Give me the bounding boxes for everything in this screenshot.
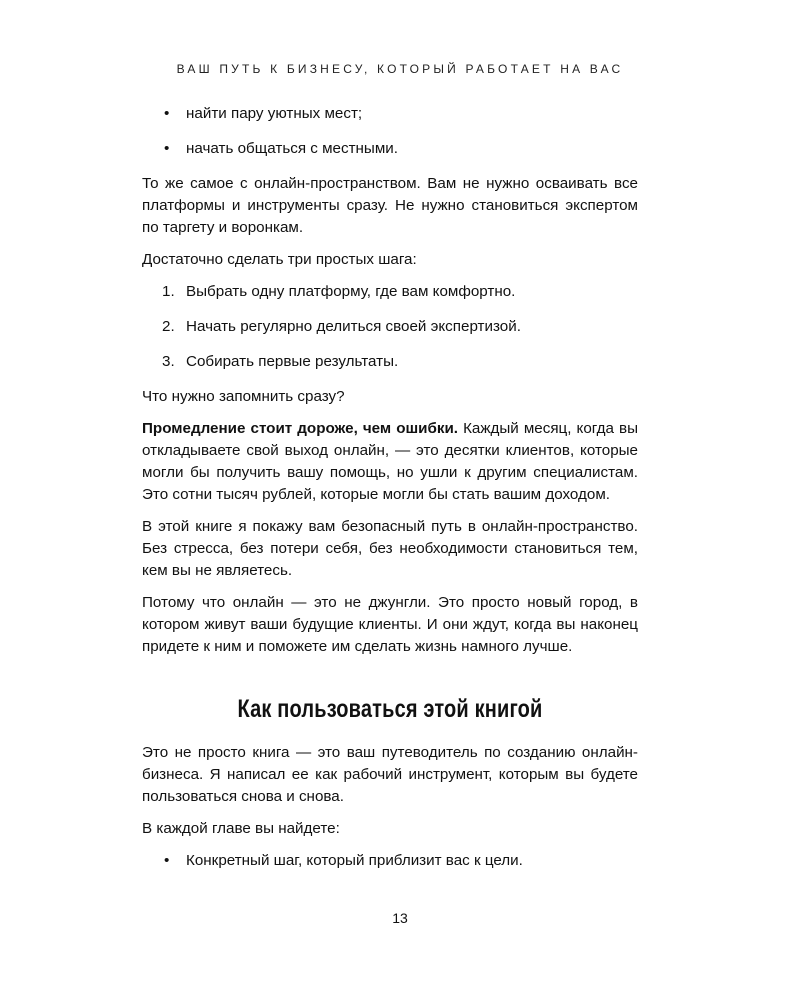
section-title: Как пользоваться этой книгой xyxy=(237,695,543,723)
paragraph-new-city: Потому что онлайн — это не джунгли. Это просто новый город, в котором живут ваши будущие клиенты. И они ждут, когда вы наконец придете к ним и поможете им сделать жизнь намного лучше. xyxy=(142,594,638,655)
paragraph-remember-question: Что нужно запомнить сразу? xyxy=(142,388,345,405)
running-head: ВАШ ПУТЬ К БИЗНЕСУ, КОТОРЫЙ РАБОТАЕТ НА ВАС xyxy=(176,62,624,76)
list-item xyxy=(142,351,638,373)
paragraph-delay-cost xyxy=(142,418,638,506)
bullet-list-bottom xyxy=(142,850,638,872)
paragraph-online-space: То же самое с онлайн-пространством. Вам не нужно осваивать все платформы и инструменты сразу. Не нужно становиться экспертом по таргету и воронкам. xyxy=(142,175,638,236)
step-number: 1. xyxy=(162,283,175,300)
paragraph-each-chapter: В каждой главе вы найдете: xyxy=(142,820,340,837)
list-item: • Конкретный шаг, который приблизит вас к цели. xyxy=(142,850,638,872)
paragraph-text: Каждый месяц, когда вы откладываете свой выход онлайн, — это десятки клиентов, которые могли бы получить вашу помощь, но ушли к другим специалистам. Это сотни тысяч рублей, которые могли бы стать вашим доходом. xyxy=(142,420,638,503)
bullet-list-top xyxy=(142,103,638,160)
step-text: Собирать первые результаты. xyxy=(186,353,399,370)
paragraph-safe-path: В этой книге я покажу вам безопасный путь в онлайн-пространство. Без стресса, без потери себя, без необходимости становиться тем, кем вы не являетесь. xyxy=(142,518,638,579)
paragraph-guide: Это не просто книга — это ваш путеводитель по созданию онлайн-бизнеса. Я написал ее как рабочий инструмент, которым вы будете пользоваться снова и снова. xyxy=(142,744,638,805)
numbered-steps-list xyxy=(142,281,638,373)
paragraph-three-steps-intro: Достаточно сделать три простых шага: xyxy=(142,251,417,268)
list-item xyxy=(142,316,638,338)
page-content xyxy=(142,103,638,885)
step-number: 3. xyxy=(162,353,175,370)
list-item: • найти пару уютных мест; xyxy=(142,103,638,125)
step-text: Начать регулярно делиться своей экспертизой. xyxy=(186,318,521,335)
emphasis-text: Промедление стоит дороже, чем ошибки. xyxy=(142,420,459,437)
list-item xyxy=(142,281,638,303)
step-number: 2. xyxy=(162,318,175,335)
list-item: • начать общаться с местными. xyxy=(142,138,638,160)
step-text: Выбрать одну платформу, где вам комфортно. xyxy=(186,283,516,300)
page-number: 13 xyxy=(392,910,408,926)
